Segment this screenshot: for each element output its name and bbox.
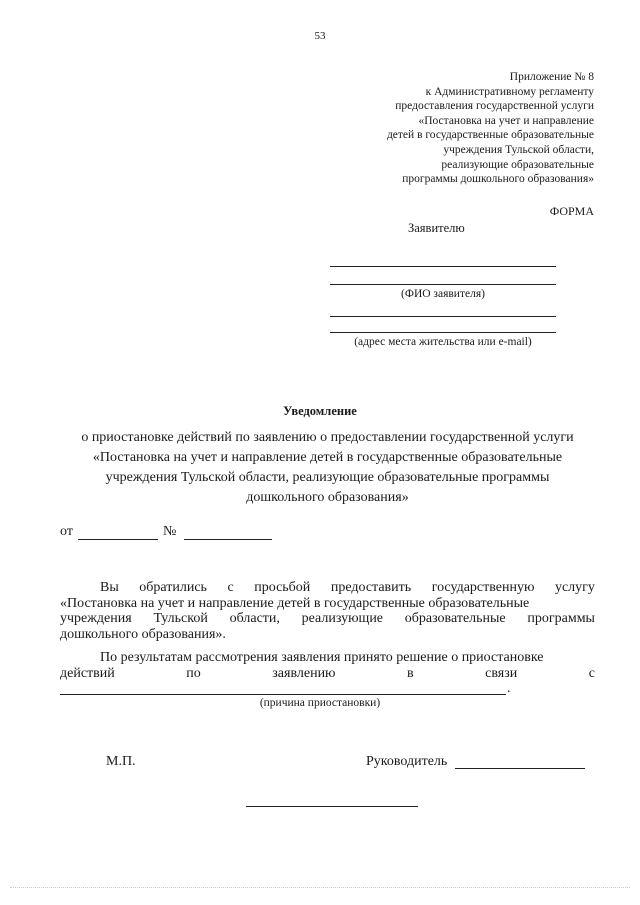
address-caption: (адрес места жительства или e-mail) — [354, 336, 532, 348]
paragraph-line — [60, 580, 595, 596]
appendix-line: реализующие образовательные — [441, 158, 594, 171]
recipient-label: Заявителю — [408, 221, 465, 235]
reason-blank-line[interactable] — [60, 694, 506, 695]
fio-blank-line[interactable] — [330, 284, 556, 285]
bottom-signature-line[interactable] — [246, 806, 418, 807]
head-signature-line[interactable] — [455, 768, 585, 769]
appendix-line: к Административному регламенту — [425, 85, 594, 98]
word: образовательные — [404, 611, 506, 626]
paragraph-line: По результатам рассмотрения заявления принято решение о приостановке — [100, 650, 544, 665]
scan-artifact-line — [10, 887, 630, 888]
page-number: 53 — [314, 30, 326, 42]
fio-blank-line[interactable] — [330, 266, 556, 267]
date-blank-line[interactable] — [78, 539, 158, 540]
word: по — [186, 665, 201, 681]
appendix-line: Приложение № 8 — [509, 71, 594, 83]
notice-title: Уведомление — [283, 404, 357, 418]
address-blank-line[interactable] — [330, 316, 556, 317]
appendix-line: предоставления государственной услуги — [395, 100, 594, 113]
appendix-line: детей в государственные образовательные — [386, 129, 594, 142]
word: услугу — [554, 580, 595, 595]
word: области, — [229, 611, 280, 626]
appendix-header — [294, 70, 594, 187]
word: программы — [527, 611, 595, 626]
reason-line-end: . — [507, 681, 511, 696]
number-blank-line[interactable] — [184, 539, 272, 540]
head-label: Руководитель — [366, 754, 448, 769]
word: государственную — [431, 580, 535, 595]
subject-line: учреждения Тульской области, реализующие образовательные программы — [105, 470, 550, 485]
word: просьбой — [254, 580, 311, 595]
subject-line: о приостановке действий по заявлению о предоставлении государственной услуги — [81, 430, 574, 445]
reason-caption: (причина приостановки) — [259, 697, 381, 709]
word: связи — [485, 665, 518, 681]
appendix-line: учреждения Тульской области, — [443, 143, 594, 156]
decision-paragraph — [60, 650, 595, 681]
subject-line: дошкольного образования» — [246, 490, 409, 505]
word: предоставить — [330, 580, 412, 595]
word: заявлению — [272, 665, 336, 681]
notice-subject — [40, 428, 615, 508]
word: Вы — [100, 580, 119, 595]
word: реализующие — [301, 611, 384, 626]
subject-line: «Постановка на учет и направление детей в государственные образовательные — [92, 450, 563, 465]
word: действий — [60, 665, 115, 681]
request-paragraph — [60, 580, 595, 642]
paragraph-line: дошкольного образования». — [60, 626, 226, 642]
word: с — [588, 665, 595, 681]
word: Тульской — [153, 611, 208, 626]
date-prefix: от — [60, 524, 73, 539]
stamp-label: М.П. — [106, 754, 136, 769]
number-sign: № — [163, 524, 177, 539]
word: с — [227, 580, 234, 595]
address-blank-line[interactable] — [330, 332, 556, 333]
appendix-line: программы дошкольного образования» — [402, 173, 594, 186]
word: в — [407, 665, 414, 681]
paragraph-line: «Постановка на учет и направление детей в государственные образовательные — [60, 595, 530, 611]
paragraph-line — [60, 611, 595, 627]
word: обратились — [139, 580, 207, 595]
form-label: ФОРМА — [549, 204, 594, 218]
word: учреждения — [60, 611, 132, 626]
fio-caption: (ФИО заявителя) — [401, 288, 485, 300]
paragraph-line — [60, 666, 595, 682]
appendix-line: «Постановка на учет и направление — [418, 114, 594, 127]
